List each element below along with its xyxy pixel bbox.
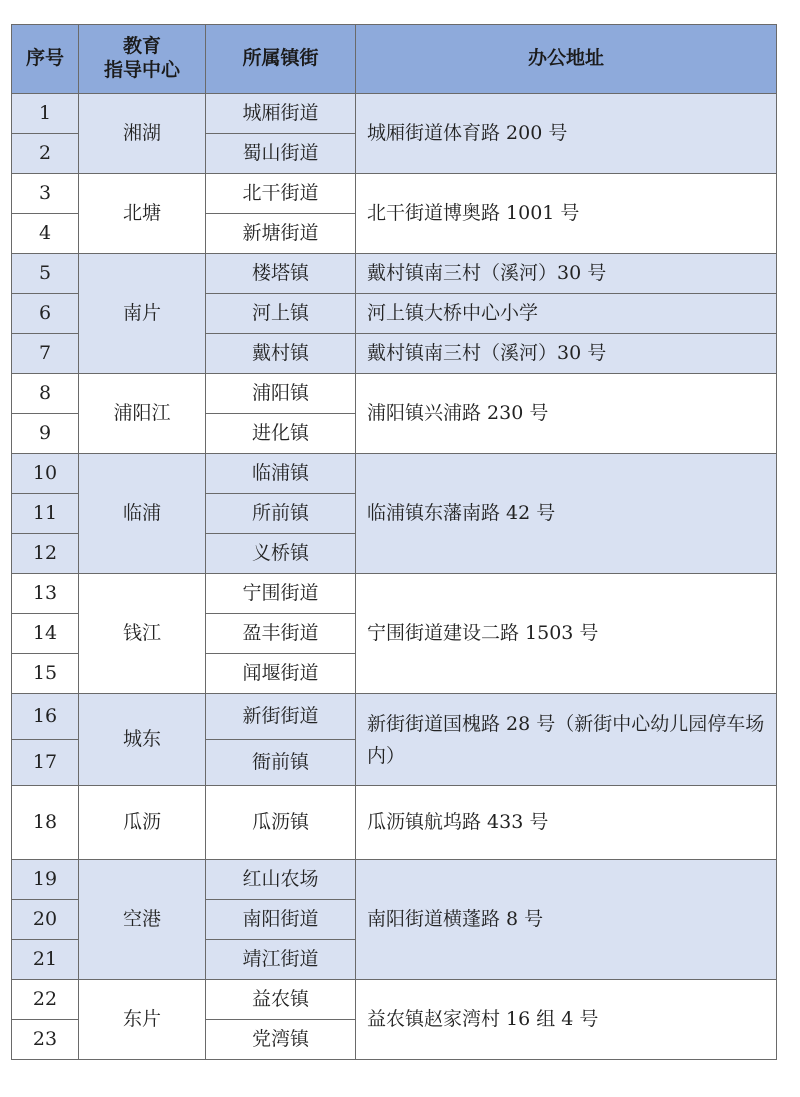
table-row [12,94,777,134]
cell-no: 1 [12,94,79,134]
cell-address: 瓜沥镇航坞路 433 号 [356,786,777,860]
cell-address: 戴村镇南三村（溪河）30 号 [356,334,777,374]
table-row [12,374,777,414]
cell-center: 东片 [79,980,206,1060]
cell-address: 戴村镇南三村（溪河）30 号 [356,254,777,294]
cell-no: 3 [12,174,79,214]
cell-town: 楼塔镇 [206,254,356,294]
cell-no: 21 [12,940,79,980]
cell-town: 闻堰街道 [206,654,356,694]
header-center-line2: 指导中心 [103,59,180,81]
table-row [12,694,777,740]
table-row [12,254,777,294]
cell-no: 17 [12,740,79,786]
cell-no: 18 [12,786,79,860]
cell-center: 临浦 [79,454,206,574]
cell-address: 新街街道国槐路 28 号（新街中心幼儿园停车场内） [356,694,777,786]
table-row [12,860,777,900]
cell-address: 浦阳镇兴浦路 230 号 [356,374,777,454]
cell-no: 20 [12,900,79,940]
cell-town: 城厢街道 [206,94,356,134]
cell-no: 5 [12,254,79,294]
cell-town: 党湾镇 [206,1020,356,1060]
cell-no: 16 [12,694,79,740]
cell-town: 宁围街道 [206,574,356,614]
cell-address: 南阳街道横蓬路 8 号 [356,860,777,980]
cell-town: 戴村镇 [206,334,356,374]
cell-center: 浦阳江 [79,374,206,454]
table-header-row [12,25,777,94]
cell-no: 9 [12,414,79,454]
table-row [12,980,777,1020]
cell-address: 城厢街道体育路 200 号 [356,94,777,174]
cell-no: 10 [12,454,79,494]
cell-town: 进化镇 [206,414,356,454]
cell-town: 靖江街道 [206,940,356,980]
cell-no: 11 [12,494,79,534]
cell-town: 衙前镇 [206,740,356,786]
cell-no: 23 [12,1020,79,1060]
office-address-table [11,24,777,1060]
cell-center: 钱江 [79,574,206,694]
cell-address: 河上镇大桥中心小学 [356,294,777,334]
cell-no: 15 [12,654,79,694]
cell-address: 宁围街道建设二路 1503 号 [356,574,777,694]
cell-address: 临浦镇东藩南路 42 号 [356,454,777,574]
cell-town: 河上镇 [206,294,356,334]
cell-no: 8 [12,374,79,414]
cell-address: 北干街道博奥路 1001 号 [356,174,777,254]
cell-no: 12 [12,534,79,574]
cell-center: 南片 [79,254,206,374]
cell-town: 北干街道 [206,174,356,214]
cell-town: 临浦镇 [206,454,356,494]
cell-no: 19 [12,860,79,900]
cell-no: 22 [12,980,79,1020]
cell-town: 益农镇 [206,980,356,1020]
cell-town: 浦阳镇 [206,374,356,414]
table-row [12,574,777,614]
cell-town: 新街街道 [206,694,356,740]
header-center-line1: 教育 [122,35,161,58]
cell-town: 红山农场 [206,860,356,900]
cell-town: 义桥镇 [206,534,356,574]
cell-no: 2 [12,134,79,174]
cell-center: 城东 [79,694,206,786]
cell-no: 13 [12,574,79,614]
cell-address: 益农镇赵家湾村 16 组 4 号 [356,980,777,1060]
cell-town: 盈丰街道 [206,614,356,654]
cell-no: 6 [12,294,79,334]
header-no: 序号 [12,25,79,94]
header-address: 办公地址 [356,25,777,94]
header-center [79,25,206,94]
cell-town: 南阳街道 [206,900,356,940]
cell-town: 所前镇 [206,494,356,534]
cell-no: 14 [12,614,79,654]
header-town: 所属镇街 [206,25,356,94]
cell-town: 瓜沥镇 [206,786,356,860]
cell-center: 北塘 [79,174,206,254]
cell-center: 空港 [79,860,206,980]
cell-no: 4 [12,214,79,254]
cell-town: 新塘街道 [206,214,356,254]
cell-center: 湘湖 [79,94,206,174]
table-row [12,174,777,214]
cell-center: 瓜沥 [79,786,206,860]
cell-town: 蜀山街道 [206,134,356,174]
table-row [12,786,777,860]
cell-no: 7 [12,334,79,374]
table-row [12,454,777,494]
